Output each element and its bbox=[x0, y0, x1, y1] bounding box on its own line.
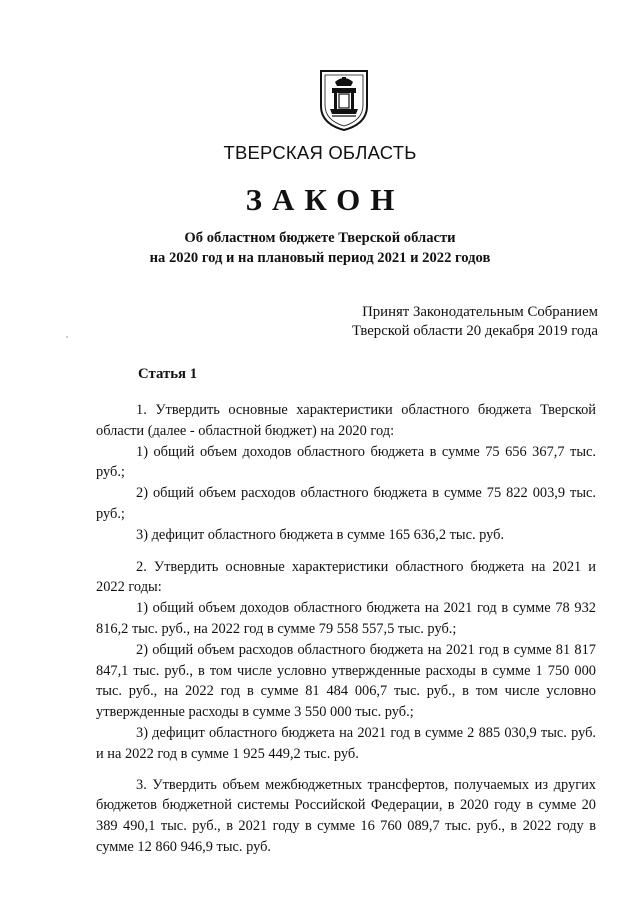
law-subtitle bbox=[0, 228, 640, 268]
coat-of-arms-icon bbox=[318, 68, 370, 132]
paragraph-1: 1. Утвердить основные характеристики областного бюджета Тверской области (далее - областной бюджет) на 2020 год: bbox=[96, 402, 596, 439]
paragraph-1-item-1: 1) общий объем доходов областного бюджета в сумме 75 656 367,7 тыс. руб.; bbox=[96, 443, 596, 481]
scan-dot bbox=[66, 336, 68, 338]
paragraph-3: 3. Утвердить объем межбюджетных трансфертов, получаемых из других бюджетов бюджетной системы Российской Федерации, в 2020 году в сумме 20 389 490,1 тыс. руб., в 2021 году в сумме 16 760 089,7 тыс. руб., в 2022 году в сумме 12 860 946,9 тыс. руб. bbox=[96, 776, 596, 855]
adoption-note bbox=[352, 303, 598, 341]
paragraph-1-item-3: 3) дефицит областного бюджета в сумме 165 636,2 тыс. руб. bbox=[136, 526, 505, 543]
paragraph-2: 2. Утвердить основные характеристики областного бюджета на 2021 и 2022 годы: bbox=[96, 558, 596, 596]
region-name: ТВЕРСКАЯ ОБЛАСТЬ bbox=[223, 142, 417, 163]
adoption-line-2: Тверской области 20 декабря 2019 года bbox=[352, 323, 598, 339]
article-heading: Статья 1 bbox=[138, 366, 198, 382]
paragraph-2-item-1: 1) общий объем доходов областного бюджета на 2021 год в сумме 78 932 816,2 тыс. руб., на 2022 год в сумме 79 558 557,5 тыс. руб.; bbox=[96, 600, 596, 637]
subtitle-line-1: Об областном бюджете Тверской области bbox=[184, 230, 456, 246]
document-title: ЗАКОН bbox=[245, 182, 405, 217]
paragraph-2-item-2: 2) общий объем расходов областного бюджета на 2021 год в сумме 81 817 847,1 тыс. руб., в том числе условно утвержденные расходы в сумме 1 750 000 тыс. руб., на 2022 год в сумме 81 484 006,7 тыс. руб., в том числе условно утвержденные расходы в сумме 3 550 000 тыс. руб.; bbox=[96, 641, 596, 721]
subtitle-line-2: на 2020 год и на плановый период 2021 и 2022 годов bbox=[149, 250, 491, 266]
adoption-line-1: Принят Законодательным Собранием bbox=[362, 304, 598, 320]
paragraph-2-item-3: 3) дефицит областного бюджета на 2021 год в сумме 2 885 030,9 тыс. руб. и на 2022 год в сумме 1 925 449,2 тыс. руб. bbox=[96, 724, 596, 762]
paragraph-1-item-2: 2) общий объем расходов областного бюджета в сумме 75 822 003,9 тыс. руб.; bbox=[96, 485, 596, 522]
article-body bbox=[96, 400, 596, 858]
